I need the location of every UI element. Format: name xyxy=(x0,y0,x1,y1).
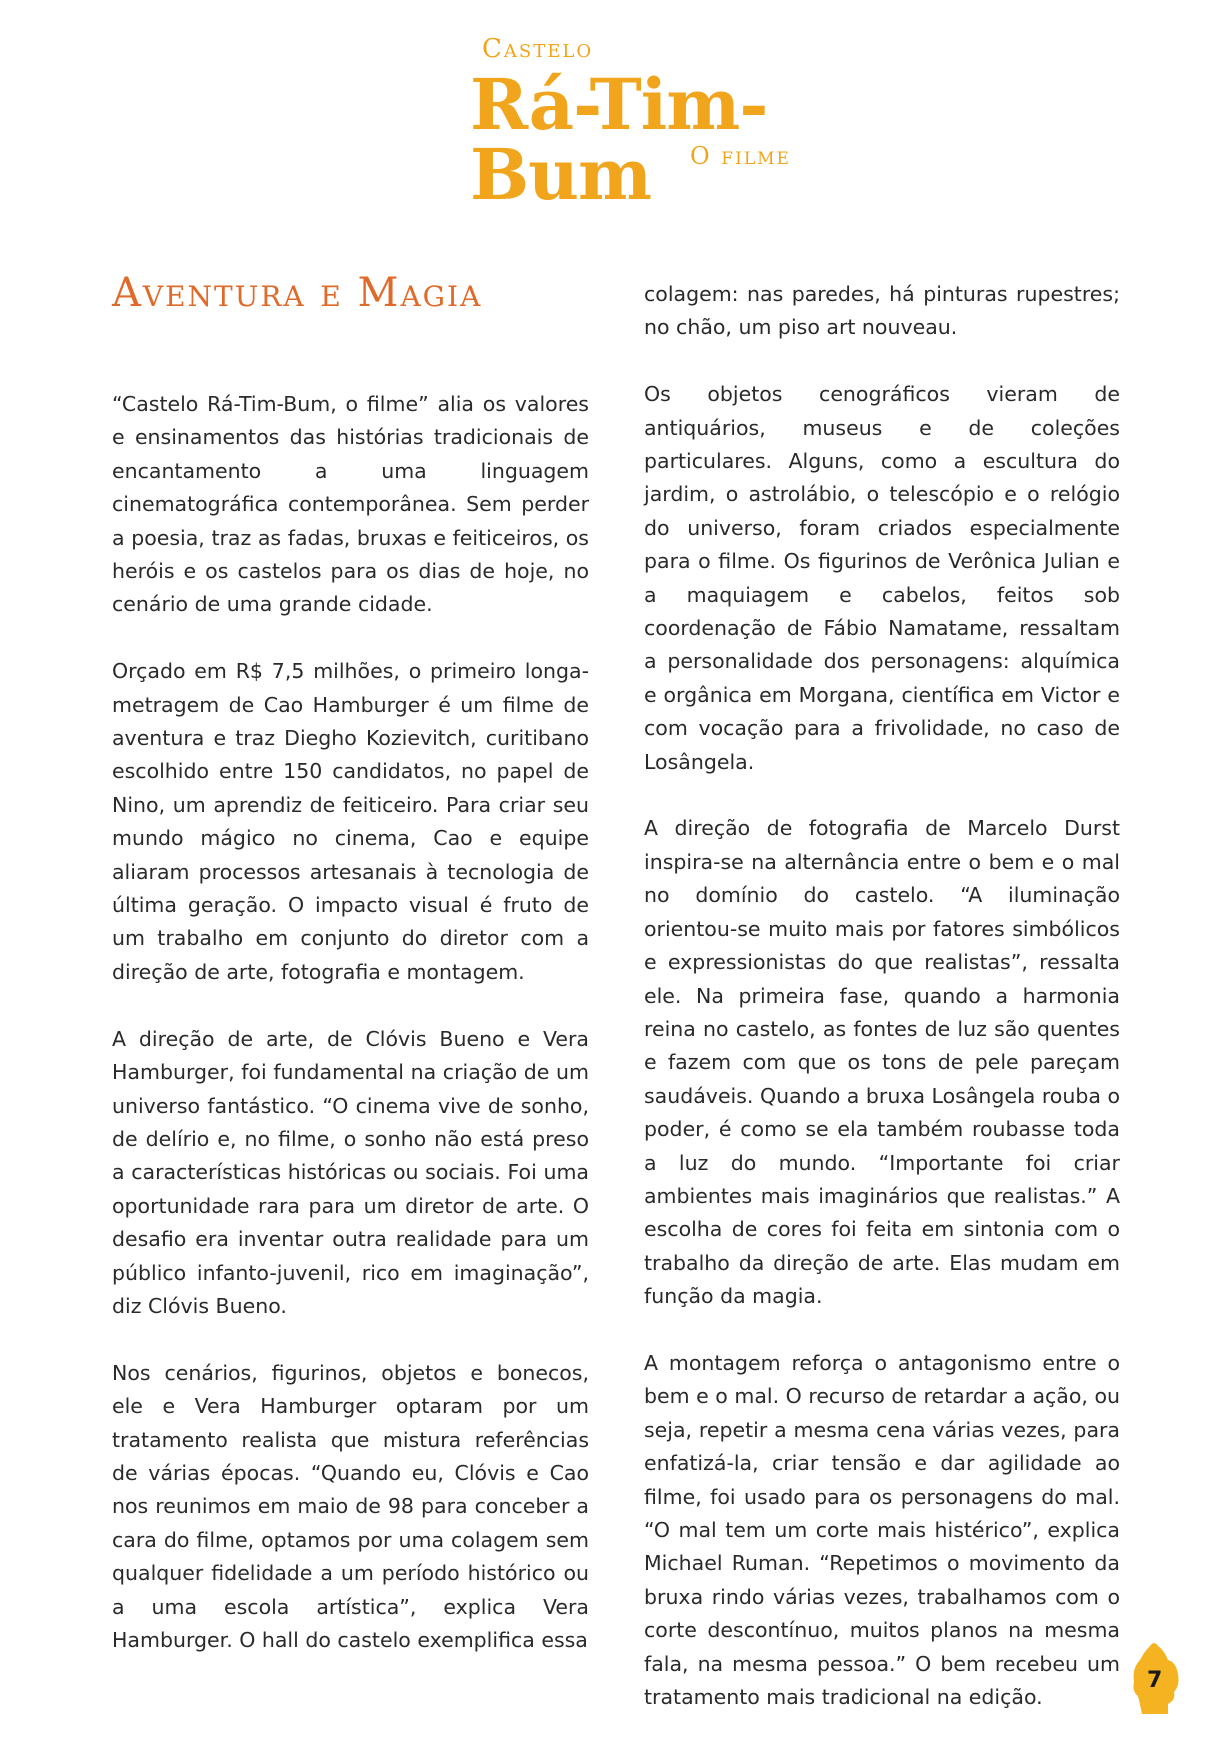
paragraph: Nos cenários, figurinos, objetos e bonecos, ele e Vera Hamburger optaram por um tratamento realista que mistura referências de várias épocas. “Quando eu, Clóvis e Cao nos reunimos em maio de 98 para conceber a cara do filme, optamos por uma colagem sem qualquer fidelidade a um período histórico ou a uma escola artística”, explica Vera Hamburger. O hall do castelo exemplifica essa xyxy=(112,1360,589,1652)
film-logo xyxy=(470,30,810,216)
paragraph: Orçado em R$ 7,5 milhões, o primeiro longa-metragem de Cao Hamburger é um filme de aventura e traz Diegho Kozievitch, curitibano escolhido entre 150 candidatos, no papel de Nino, um aprendiz de feiticeiro. Para criar seu mundo mágico no cinema, Cao e equipe aliaram processos artesanais à tecnologia de última geração. O impacto visual é fruto de um trabalho em conjunto do diretor com a direção de arte, fotografia e montagem. xyxy=(112,659,589,984)
right-column xyxy=(644,278,1120,1748)
logo-main-text: Rá-Tim-Bum xyxy=(470,63,768,216)
page-number: 7 xyxy=(1147,1668,1163,1693)
page-number-badge xyxy=(1128,1638,1188,1718)
paragraph: A direção de arte, de Clóvis Bueno e Vera Hamburger, foi fundamental na criação de um universo fantástico. “O cinema vive de sonho, de delírio e, no filme, o sonho não está preso a características históricas ou sociais. Foi uma oportunidade rara para um diretor de arte. O desafio era inventar outra realidade para um público infanto-juvenil, rico em imaginação”, diz Clóvis Bueno. xyxy=(112,1026,589,1318)
paragraph: A montagem reforça o antagonismo entre o bem e o mal. O recurso de retardar a ação, ou seja, repetir a mesma cena várias vezes, para enfatizá-la, criar tensão e dar agilidade ao filme, foi usado para os personagens do mal. “O mal tem um corte mais histérico”, explica Michael Ruman. “Repetimos o movimento da bruxa rindo várias vezes, trabalhamos com o corte descontínuo, muitos planos na mesma fala, na mesma pessoa.” O bem recebeu um tratamento mais tradicional na edição. xyxy=(644,1350,1120,1710)
article-title: Aventura e Magia xyxy=(112,270,483,316)
logo-sub-text: O filme xyxy=(690,142,791,170)
paragraph: A direção de fotografia de Marcelo Durst inspira-se na alternância entre o bem e o mal no domínio do castelo. “A iluminação orientou-se muito mais por fatores simbólicos e expressionistas do que realistas”, ressalta ele. Na primeira fase, quando a harmonia reina no castelo, as fontes de luz são quentes e fazem com que os tons de pele pareçam saudáveis. Quando a bruxa Losângela rouba o poder, é como se ela também roubasse toda a luz do mundo. “Importante foi criar ambientes mais imaginários que realistas.” A escolha de cores foi feita em sintonia com o trabalho da direção de arte. Elas mudam em função da magia. xyxy=(644,816,1120,1309)
paragraph: colagem: nas paredes, há pinturas rupestres; no chão, um piso art nouveau. xyxy=(644,282,1120,340)
paragraph: Os objetos cenográficos vieram de antiquários, museus e de coleções particulares. Alguns, como a escultura do jardim, o astrolábio, o telescópio e o relógio do universo, foram criados especialmente para o filme. Os figurinos de Verônica Julian e a maquiagem e cabelos, feitos sob coordenação de Fábio Namatame, ressaltam a personalidade dos personagens: alquímica e orgânica em Morgana, científica em Victor e com vocação para a frivolidade, no caso de Losângela. xyxy=(644,382,1120,774)
left-column xyxy=(112,388,589,1691)
paragraph: “Castelo Rá-Tim-Bum, o filme” alia os valores e ensinamentos das histórias tradicionais de encantamento a uma linguagem cinematográfica contemporânea. Sem perder a poesia, traz as fadas, bruxas e feiticeiros, os heróis e os castelos para os dias de hoje, no cenário de uma grande cidade. xyxy=(112,392,589,617)
logo-top-text: Castelo xyxy=(482,34,594,64)
